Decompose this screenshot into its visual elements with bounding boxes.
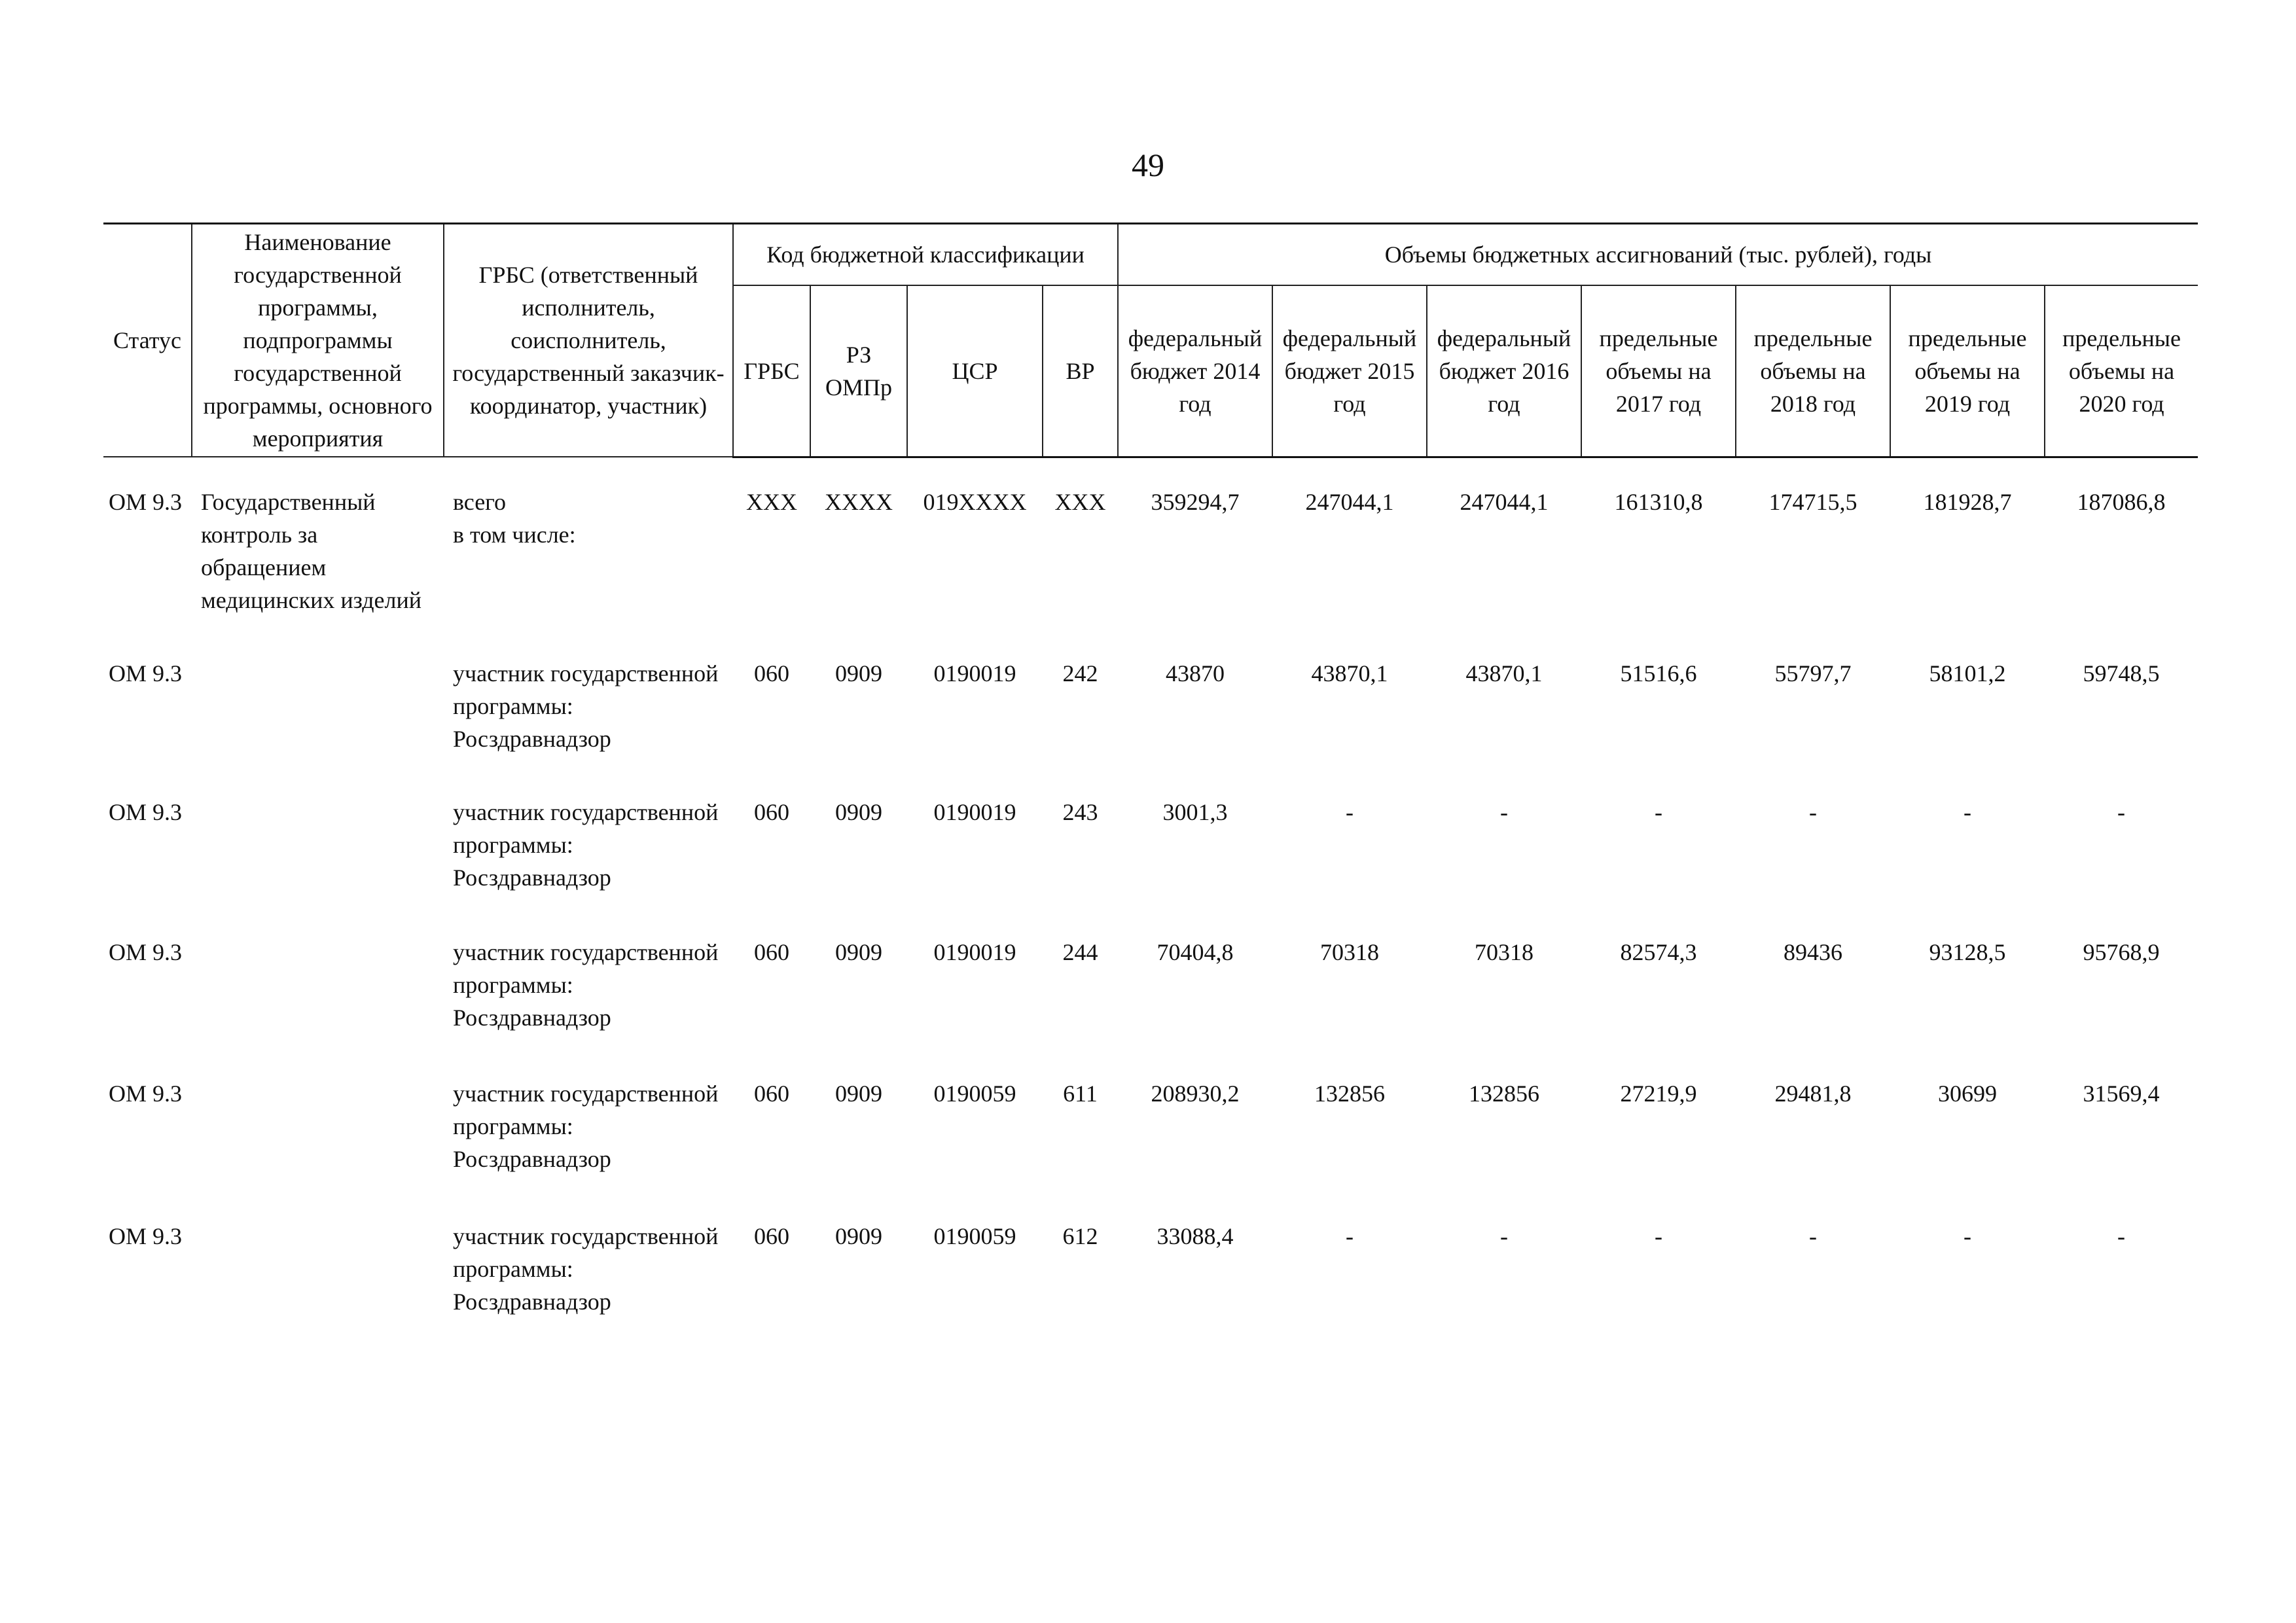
cell-status: ОМ 9.3: [109, 1222, 183, 1249]
cell-value-2017: 82574,3: [1620, 938, 1697, 965]
cell-value-2015: 43870,1: [1311, 660, 1388, 687]
cell-value-2019: 93128,5: [1929, 938, 2006, 965]
cell-code-grbs: 060: [754, 1080, 789, 1107]
table-row: [103, 1072, 2198, 1215]
header-code-csr: ЦСР: [907, 285, 1043, 457]
cell-code-csr: 019ХХХХ: [923, 488, 1027, 515]
cell-value-2014: 3001,3: [1162, 798, 1228, 825]
cell-value-2019: -: [1964, 798, 1971, 825]
cell-value-2018: -: [1809, 1222, 1817, 1249]
table-row: [103, 480, 2198, 652]
header-year-2014: федеральный бюджет 2014 год: [1118, 285, 1272, 457]
cell-value-2018: -: [1809, 798, 1817, 825]
cell-code-grbs: 060: [754, 660, 789, 687]
header-program-name: Наименование государственной программы, подпрограммы государственной программы, основного мероприятия: [192, 224, 444, 457]
cell-value-2017: 51516,6: [1620, 660, 1697, 687]
header-volumes-group: Объемы бюджетных ассигнований (тыс. рублей), годы: [1118, 224, 2198, 286]
cell-code-vr: 244: [1062, 938, 1098, 965]
cell-code-csr: 0190019: [933, 660, 1016, 687]
cell-code-csr: 0190059: [933, 1080, 1016, 1107]
cell-value-2018: 55797,7: [1774, 660, 1852, 687]
header-code-rz: РЗ ОМПр: [810, 285, 907, 457]
cell-value-2015: 247044,1: [1305, 488, 1394, 515]
cell-code-csr: 0190019: [933, 938, 1016, 965]
cell-code-rz: 0909: [835, 660, 882, 687]
cell-grbs-text: участник государственной программы: Росздравнадзор: [453, 1080, 719, 1172]
cell-value-2014: 208930,2: [1151, 1080, 1240, 1107]
cell-status: ОМ 9.3: [109, 488, 183, 515]
cell-code-vr: 611: [1063, 1080, 1098, 1107]
cell-value-2016: 132856: [1469, 1080, 1539, 1107]
cell-value-2019: 181928,7: [1923, 488, 2012, 515]
cell-status: ОМ 9.3: [109, 938, 183, 965]
cell-value-2015: 70318: [1320, 938, 1379, 965]
cell-value-2015: -: [1346, 1222, 1354, 1249]
cell-code-rz: 0909: [835, 798, 882, 825]
table-row: [103, 652, 2198, 791]
cell-program-name: [192, 791, 444, 931]
page-number: 49: [1132, 147, 1164, 183]
budget-table: [103, 223, 2198, 1356]
cell-value-2017: -: [1655, 798, 1662, 825]
cell-value-2016: -: [1500, 798, 1508, 825]
cell-grbs-text: участник государственной программы: Росздравнадзор: [453, 660, 719, 752]
table-header: [103, 224, 2198, 457]
cell-value-2017: 161310,8: [1614, 488, 1703, 515]
header-year-2019: предельные объемы на 2019 год: [1890, 285, 2045, 457]
cell-value-2014: 43870: [1166, 660, 1225, 687]
cell-value-2019: -: [1964, 1222, 1971, 1249]
cell-program-name: [192, 1072, 444, 1215]
header-budget-code-group: Код бюджетной классификации: [733, 224, 1118, 286]
table-row: [103, 931, 2198, 1072]
header-year-2015: федеральный бюджет 2015 год: [1272, 285, 1427, 457]
cell-value-2020: -: [2117, 798, 2126, 825]
cell-value-2019: 58101,2: [1929, 660, 2006, 687]
cell-code-vr: 243: [1062, 798, 1098, 825]
cell-value-2014: 359294,7: [1151, 488, 1240, 515]
cell-value-2020: 187086,8: [2077, 488, 2166, 515]
cell-code-grbs: ХХХ: [746, 488, 797, 515]
cell-value-2016: -: [1500, 1222, 1508, 1249]
cell-code-rz: 0909: [835, 1080, 882, 1107]
cell-program-name: [192, 931, 444, 1072]
cell-grbs-text: участник государственной программы: Росздравнадзор: [453, 938, 719, 1031]
cell-value-2020: -: [2117, 1222, 2126, 1249]
cell-value-2020: 31569,4: [2083, 1080, 2160, 1107]
cell-value-2018: 89436: [1784, 938, 1842, 965]
cell-value-2016: 247044,1: [1460, 488, 1549, 515]
cell-value-2020: 95768,9: [2083, 938, 2160, 965]
cell-value-2014: 70404,8: [1157, 938, 1234, 965]
header-year-2016: федеральный бюджет 2016 год: [1427, 285, 1581, 457]
cell-grbs-text: участник государственной программы: Росздравнадзор: [453, 798, 719, 891]
cell-value-2016: 43870,1: [1465, 660, 1543, 687]
header-year-2020: предельные объемы на 2020 год: [2045, 285, 2198, 457]
cell-code-grbs: 060: [754, 798, 789, 825]
table-row: [103, 1215, 2198, 1356]
cell-value-2018: 29481,8: [1774, 1080, 1852, 1107]
cell-code-rz: 0909: [835, 938, 882, 965]
cell-code-grbs: 060: [754, 1222, 789, 1249]
cell-value-2015: -: [1346, 798, 1354, 825]
cell-grbs-text: участник государственной программы: Росздравнадзор: [453, 1222, 719, 1315]
header-year-2017: предельные объемы на 2017 год: [1581, 285, 1736, 457]
header-code-vr: ВР: [1043, 285, 1118, 457]
cell-code-csr: 0190019: [933, 798, 1016, 825]
cell-grbs-text: всего в том числе:: [453, 488, 576, 548]
cell-value-2017: 27219,9: [1620, 1080, 1697, 1107]
header-year-2018: предельные объемы на 2018 год: [1736, 285, 1890, 457]
table-row: [103, 791, 2198, 931]
header-grbs-responsible: ГРБС (ответственный исполнитель, соисполнитель, государственный заказчик-координатор, участник): [444, 224, 733, 457]
cell-code-csr: 0190059: [933, 1222, 1016, 1249]
cell-value-2016: 70318: [1475, 938, 1534, 965]
cell-value-2018: 174715,5: [1768, 488, 1857, 515]
cell-code-vr: ХХХ: [1054, 488, 1106, 515]
cell-code-grbs: 060: [754, 938, 789, 965]
cell-code-vr: 612: [1062, 1222, 1098, 1249]
cell-program-name: [192, 652, 444, 791]
cell-value-2014: 33088,4: [1157, 1222, 1234, 1249]
cell-status: ОМ 9.3: [109, 798, 183, 825]
cell-value-2019: 30699: [1938, 1080, 1997, 1107]
cell-code-rz: ХХХХ: [825, 488, 893, 515]
cell-program-name: [192, 1215, 444, 1356]
cell-code-rz: 0909: [835, 1222, 882, 1249]
header-code-grbs: ГРБС: [733, 285, 810, 457]
cell-value-2017: -: [1655, 1222, 1662, 1249]
cell-status: ОМ 9.3: [109, 660, 183, 687]
header-status: Статус: [103, 224, 192, 457]
cell-code-vr: 242: [1062, 660, 1098, 687]
cell-program-name: Государственный контроль за обращением медицинских изделий: [201, 488, 422, 613]
cell-status: ОМ 9.3: [109, 1080, 183, 1107]
cell-value-2015: 132856: [1314, 1080, 1385, 1107]
cell-value-2020: 59748,5: [2083, 660, 2160, 687]
